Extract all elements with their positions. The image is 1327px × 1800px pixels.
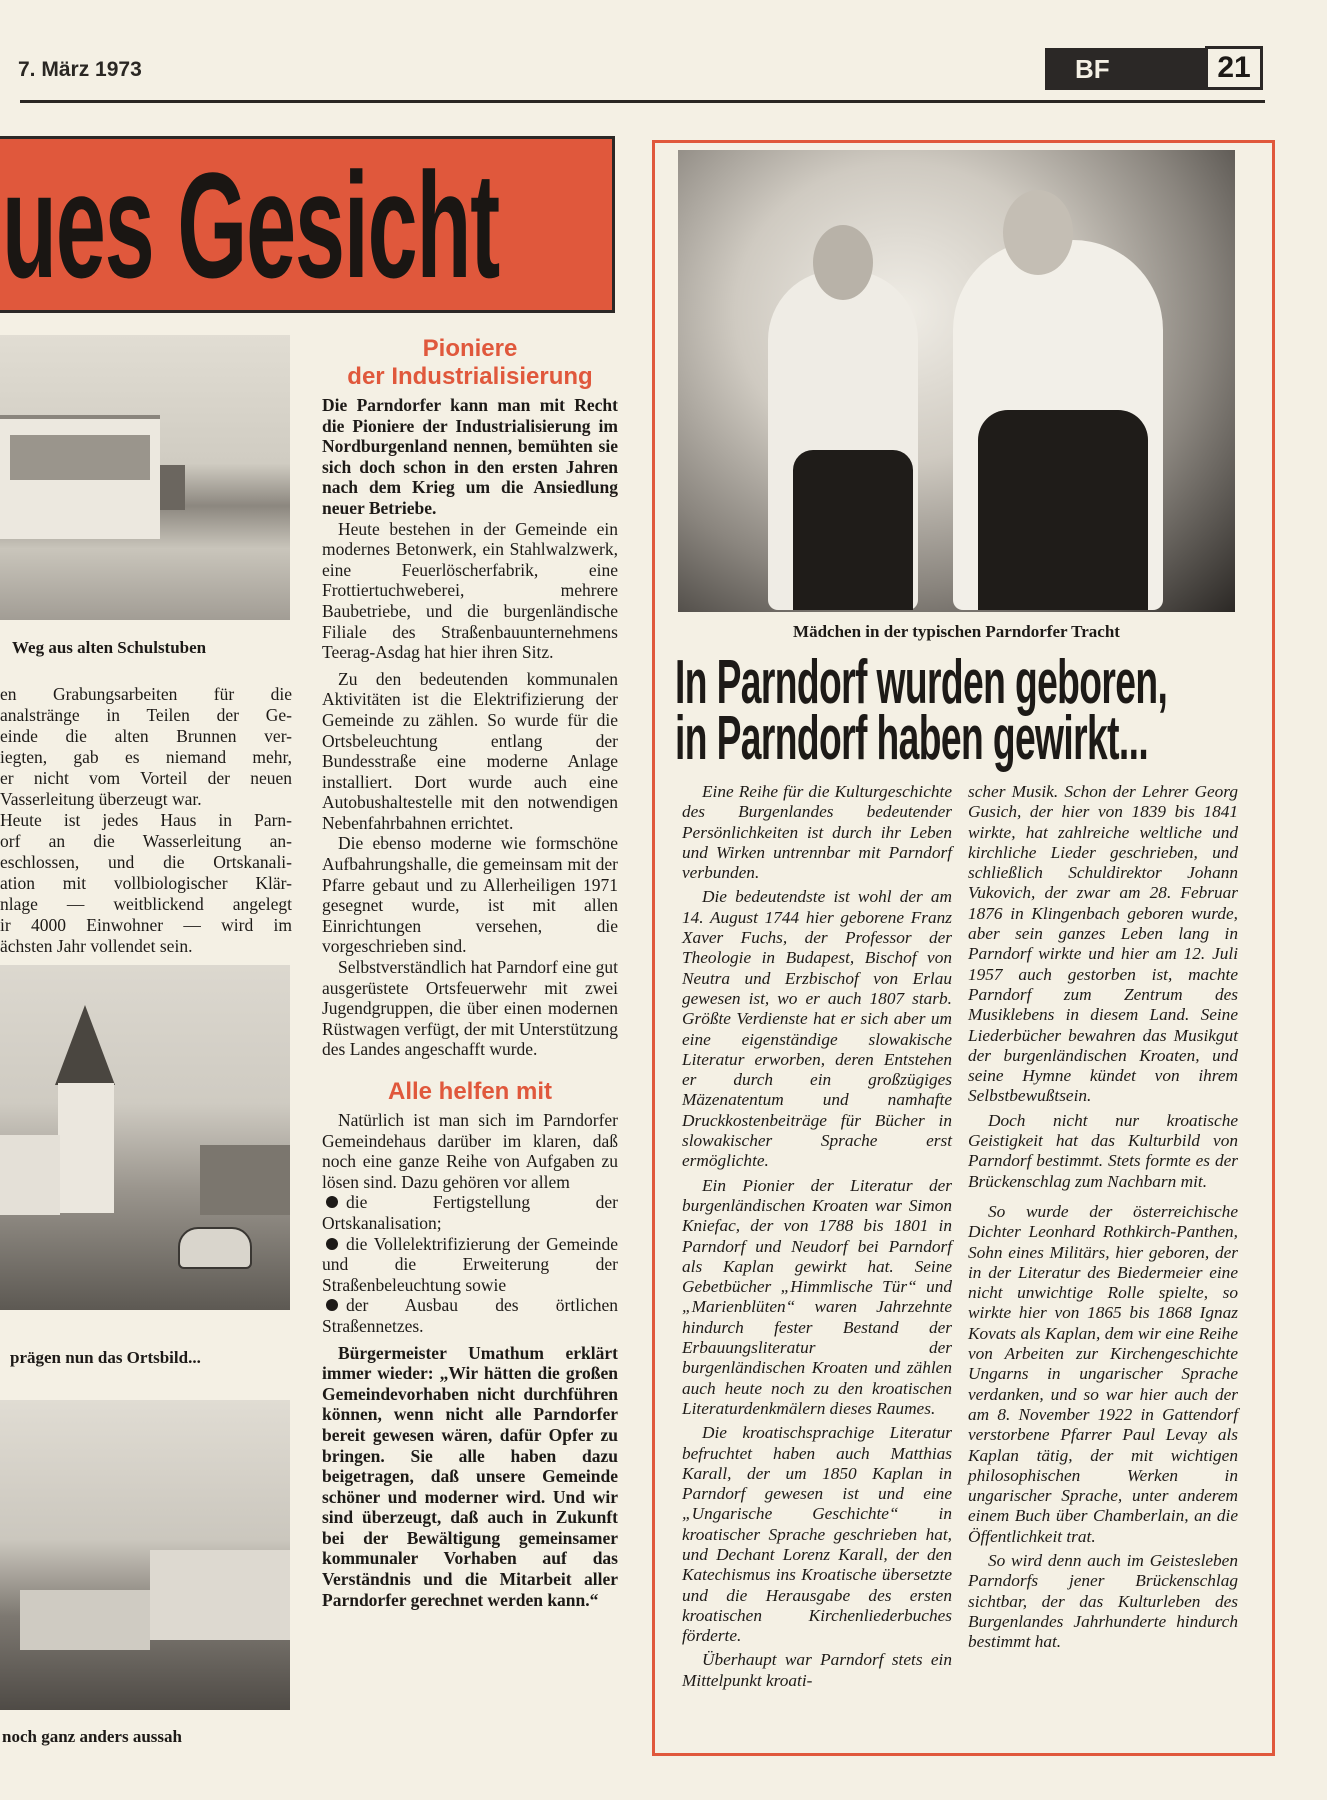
banner-title: ues Gesicht (2, 141, 500, 309)
list-item (322, 1192, 618, 1233)
bullet-icon (326, 1299, 338, 1311)
text-line: analstränge in Teilen der Ge- (0, 705, 292, 725)
photo-church-street (0, 965, 290, 1310)
text-line: Vasserleitung überzeugt war. (0, 789, 202, 809)
section-heading-pioneers (322, 335, 618, 391)
feature-column-1 (682, 782, 952, 1695)
photo-girls-in-costume (678, 150, 1235, 612)
paragraph: Doch nicht nur kroatische Geistigkeit hat das Kulturbild von Parndorf bestimmt. Stets formte es der Brückenschlag zum Nachbarn mit. (968, 1110, 1238, 1191)
paragraph: Heute bestehen in der Gemeinde ein modernes Betonwerk, ein Stahlwalzwerk, eine Feuerlöscherfabrik, eine Frottiertuchweberei, mehrere Baubetriebe, und die burgenländische Filiale des Straßenbauunternehmens Teerag-Asdag hat hier ihren Sitz. (322, 518, 618, 663)
heading-line: der Industrialisierung (347, 363, 593, 390)
paragraph: Die kroatischsprachige Literatur befruchtet haben auch Matthias Karall, der um 1850 Kaplan in Parndorf gewesen ist und eine „Ungarische Geschichte“ in kroatischer Sprache geschrieben hat, und Dechant Lorenz Karall, der den Katechismus ins Kroatische übersetzte und die Herausgabe des ersten kroatischen Kirchenliederbuches förderte. (682, 1423, 952, 1646)
list-item (322, 1234, 618, 1296)
bullet-icon (326, 1238, 338, 1250)
feature-headline (675, 648, 1215, 773)
paragraph: Die bedeutendste ist wohl der am 14. August 1744 hier geborene Franz Xaver Fuchs, der Professor der Theologie in Budapest, Bischof von Neutra und Erzbischof von Erlau gewesen ist, wo er auch 1807 starb. Größte Verdienste hat er sich aber um eine eigenständige slowakische Literatur erworben, deren Entstehen er durch ein großzügiges Mäzenatentum und namhafte Druckkostenbeiträge für Bücher in slowakischer Sprache erst ermöglichte. (682, 887, 952, 1171)
text-line: ir 4000 Einwohner — wird im (0, 915, 292, 935)
paragraph: Selbstverständlich hat Parndorf eine gut ausgerüstete Ortsfeuerwehr mit zwei Jugendgruppen, die über einen modernen Rüstwagen verfügt, der mit Unterstützung des Landes angeschafft wurde. (322, 957, 618, 1060)
paragraph: Zu den bedeutenden kommunalen Aktivitäten ist die Elektrifizierung der Gemeinde zu zählen. So wurde für die Ortsbeleuchtung entlang der Bundesstraße eine moderne Anlage installiert. Dort wurde auch eine Autobushaltestelle mit den notwendigen Nebenfahrbahnen errichtet. (322, 668, 618, 833)
list-item-text: die Fertigstellung der Ortskanalisation; (322, 1192, 618, 1233)
section-heading-help: Alle helfen mit (387, 1078, 553, 1105)
lead-paragraph: Die Parndorfer kann man mit Recht die Pioniere der Industrialisierung im Nordburgenland nennen, bemühten sie sich doch schon in den ersten Jahren nach dem Krieg um die Ansiedlung neuer Betriebe. (322, 395, 618, 518)
paragraph: Die ebenso moderne wie formschöne Aufbahrungshalle, die gemeinsam mit der Pfarre gebaut und zu Allerheiligen 1971 gesegnet wurde, ist mit allen Einrichtungen versehen, die vorgeschrieben sind. (322, 833, 618, 957)
text-line: en Grabungsarbeiten für die (0, 684, 292, 704)
section-label: BF (1045, 48, 1205, 90)
photo-caption-1: Weg aus alten Schulstuben (12, 638, 207, 657)
left-article-text (0, 684, 292, 957)
paragraph: So wurde der österreichische Dichter Leonhard Rothkirch-Panthen, Sohn eines Militärs, hier geboren, der in der Literatur des Biedermeier eine nicht unwichtige Rolle spielte, so wirkte hier von 1865 bis 1868 Ignaz Kovats als Kaplan, dem wir eine Reihe von Arbeiten zur Kirchengeschichte Ungarns in ungarischer Sprache verdanken, und so war hier auch der am 8. November 1922 in Gattendorf verstorbene Pfarrer Paul Levay als Kaplan tätig, der mit wichtigen philosophischen Werken in ungarischer Sprache, unter anderem einem Buch über Chamberlain, an die Öffentlichkeit trat. (968, 1201, 1238, 1546)
feature-column-2 (968, 782, 1238, 1656)
headline-line: in Parndorf haben gewirkt... (675, 704, 1149, 773)
paragraph: Natürlich ist man sich im Parndorfer Gemeindehaus darüber im klaren, daß noch eine ganze Reihe von Aufgaben zu lösen sind. Dazu gehören vor allem (322, 1110, 618, 1192)
photo-caption-main: Mädchen in der typischen Parndorfer Tracht (793, 622, 1120, 641)
text-line: nlage — weitblickend angelegt (0, 894, 292, 914)
photo-caption-3: noch ganz anders aussah (2, 1727, 182, 1746)
paragraph: Eine Reihe für die Kulturgeschichte des Burgenlandes bedeutender Persönlichkeiten ist durch ihr Leben und Wirken untrennbar mit Parndorf verbunden. (682, 782, 952, 883)
text-line: ation mit vollbiologischer Klär- (0, 873, 292, 893)
photo-old-street (0, 1400, 290, 1710)
header-rule (20, 100, 1265, 103)
headline-banner (0, 136, 615, 313)
paragraph: scher Musik. Schon der Lehrer Georg Gusich, der hier von 1839 bis 1841 wirkte, hat zahlreiche weltliche und kirchliche Lieder geschrieben, und schließlich Schuldirektor Johann Vukovich, der zwar am 28. Februar 1876 in Klingenbach geboren wurde, aber sein ganzes Leben lang in Parndorf wirkte und hier am 12. Juli 1957 auch gestorben ist, machte Parndorf zum Zentrum des Musiklebens in diesem Land. Seine Liederbücher bewahren das Musikgut der burgenländischen Kroaten, und seine Hymne kündet von ihrem Selbstbewußtsein. (968, 782, 1238, 1106)
closing-quote: Bürgermeister Umathum erklärt immer wieder: „Wir hätten die großen Gemeindevorhaben nicht durchführen können, wenn nicht alle Parndorfer bereit gewesen wären, dafür Opfer zu bringen. Sie alle haben dazu beigetragen, daß unsere Gemeinde schöner und moderner wird. Und wir sind überzeugt, daß auch in Zukunft bei der Bewältigung gemeinsamer kommunaler Vorhaben auf das Verständnis und die Mitarbeit aller Parndorfer gerechnet werden kann.“ (322, 1342, 618, 1610)
text-line: iegten, gab es niemand mehr, (0, 747, 292, 767)
page-number: 21 (1205, 46, 1263, 90)
list-item (322, 1295, 618, 1336)
text-line: eschlossen, und die Ortskanali- (0, 852, 292, 872)
paragraph: So wird denn auch im Geistesleben Parndorfs jener Brückenschlag sichtbar, der das Kulturleben des Burgenlandes Jahrhunderte hindurch bestimmt hat. (968, 1550, 1238, 1652)
paragraph: Ein Pionier der Literatur der burgenländischen Kroaten war Simon Kniefac, der von 1788 bis 1801 in Parndorf und Neudorf bei Parndorf als Kaplan gewirkt hat. Seine Gebetbücher „Himmlische Tür“ und „Marienblüten“ waren Jahrzehnte hindurch fester Bestand der Erbauungsliteratur der burgenländischen Kroaten und zählen auch heute noch zu den kroatischen Literaturdenkmälern dieses Raumes. (682, 1175, 952, 1418)
paragraph: Überhaupt war Parndorf stets ein Mittelpunkt kroati- (682, 1650, 952, 1690)
issue-date: 7. März 1973 (18, 58, 142, 81)
headline-line: In Parndorf wurden geboren, (675, 648, 1168, 717)
photo-school-building (0, 335, 290, 620)
list-item-text: die Vollelektrifizierung der Gemeinde und die Erweiterung der Straßenbeleuchtung sowie (322, 1233, 618, 1295)
task-list (322, 1192, 618, 1336)
text-line: einde die alten Brunnen ver- (0, 726, 292, 746)
text-line: Heute ist jedes Haus in Parn- (0, 810, 292, 830)
bullet-icon (326, 1196, 338, 1208)
photo-caption-2: prägen nun das Ortsbild... (10, 1348, 201, 1367)
text-line: orf an die Wasserleitung an- (0, 831, 292, 851)
heading-line: Pioniere (422, 335, 518, 362)
list-item-text: der Ausbau des örtlichen Straßennetzes. (322, 1295, 618, 1336)
text-line: er nicht vom Vorteil der neuen (0, 768, 292, 788)
middle-article (322, 335, 618, 1610)
text-line: ächsten Jahr vollendet sein. (0, 936, 193, 956)
